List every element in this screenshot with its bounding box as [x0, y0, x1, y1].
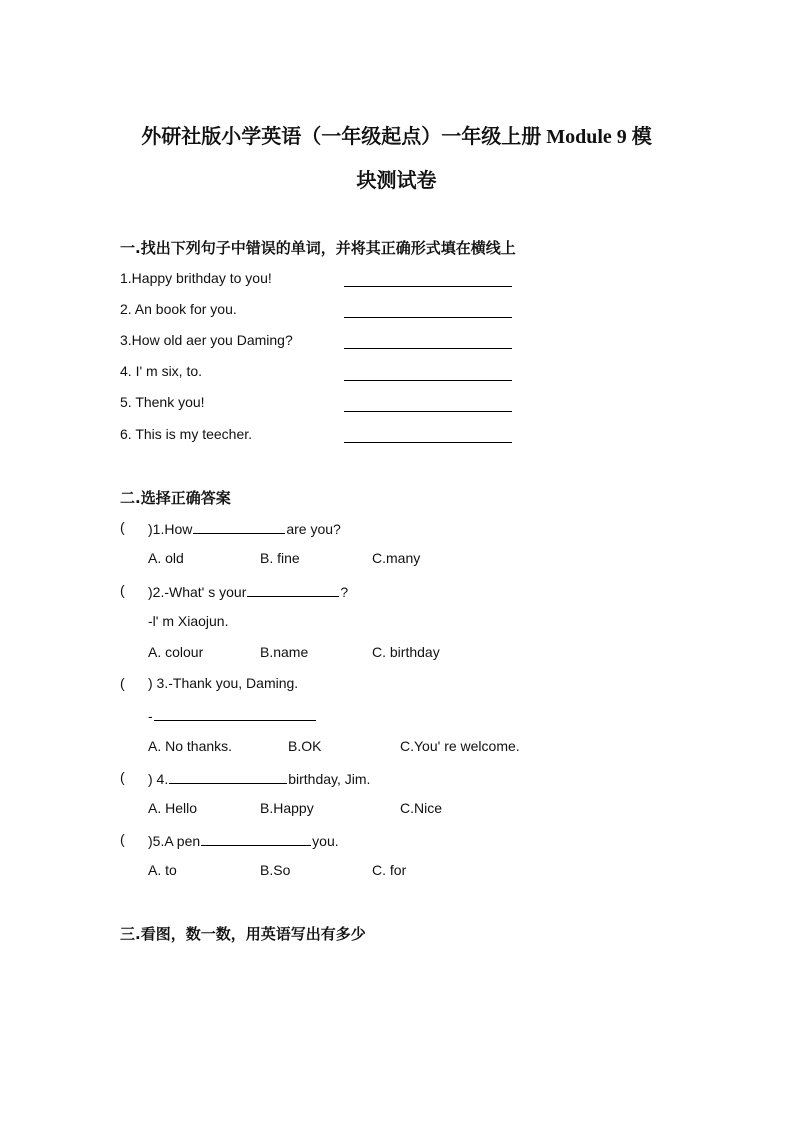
q4-stem: [148, 769, 370, 787]
q4-paren: (: [120, 769, 125, 785]
q5-paren: (: [120, 831, 125, 847]
q1-option-c: C.many: [372, 550, 421, 566]
s1-item-1: 1.Happy brithday to you!: [120, 270, 272, 286]
s1-answer-line-5[interactable]: [344, 411, 512, 412]
s1-answer-line-1[interactable]: [344, 286, 512, 287]
q4-option-c: C.Nice: [400, 800, 443, 816]
q4-option-b: B.Happy: [260, 800, 314, 816]
q3-option-c: C.You' re welcome.: [400, 738, 520, 754]
q5-option-a: A. to: [148, 862, 177, 878]
q2-paren: (: [120, 582, 125, 598]
s1-item-6: 6. This is my teecher.: [120, 426, 253, 442]
q2-option-a: A. colour: [148, 644, 204, 660]
s1-item-5: 5. Thenk you!: [120, 394, 205, 410]
q2-stem-pre: )2.-What' s your: [148, 584, 247, 600]
q4-option-a: A. Hello: [148, 800, 198, 816]
q1-option-a: A. old: [148, 550, 184, 566]
q5-stem-pre: )5.A pen: [148, 833, 201, 849]
section-1-heading: 一.找出下列句子中错误的单词，并将其正确形式填在横线上: [120, 239, 516, 257]
section-3-heading: 三.看图，数一数，用英语写出有多少: [120, 925, 366, 943]
s1-answer-line-2[interactable]: [344, 317, 512, 318]
page-title-continued: 块测试卷: [356, 170, 437, 192]
s1-item-4: 4. I' m six, to.: [120, 363, 203, 379]
q1-option-b: B. fine: [260, 550, 300, 566]
q2-stem: [148, 582, 348, 600]
q4-stem-post: birthday, Jim.: [288, 771, 371, 787]
s1-answer-line-3[interactable]: [344, 348, 512, 349]
q5-blank[interactable]: [201, 831, 311, 846]
q3-dash: -: [148, 708, 153, 724]
q3-blank[interactable]: [154, 706, 316, 721]
q2-stem-post: ?: [340, 584, 349, 600]
q3-option-b: B.OK: [288, 738, 322, 754]
q5-option-b: B.So: [260, 862, 291, 878]
q3-stem: ) 3.-Thank you, Daming.: [148, 675, 299, 691]
s1-item-2: 2. An book for you.: [120, 301, 237, 317]
q5-stem-post: you.: [312, 833, 339, 849]
q3-reply: [148, 706, 317, 724]
q1-stem-post: are you?: [286, 521, 341, 537]
q5-option-c: C. for: [372, 862, 407, 878]
q2-blank[interactable]: [247, 582, 339, 597]
s1-item-3: 3.How old aer you Daming?: [120, 332, 293, 348]
q2-option-c: C. birthday: [372, 644, 440, 660]
s1-answer-line-6[interactable]: [344, 442, 512, 443]
q1-paren: (: [120, 519, 125, 535]
q5-stem: [148, 831, 339, 849]
q3-paren: (: [120, 675, 125, 691]
q2-answer-line: -l' m Xiaojun.: [148, 613, 229, 629]
q1-blank[interactable]: [193, 519, 285, 534]
q2-option-b: B.name: [260, 644, 309, 660]
page-title: 外研社版小学英语（一年级起点）一年级上册 Module 9 模: [141, 126, 652, 148]
s1-answer-line-4[interactable]: [344, 380, 512, 381]
section-2-heading: 二.选择正确答案: [120, 489, 231, 507]
q1-stem: [148, 519, 341, 537]
q3-option-a: A. No thanks.: [148, 738, 233, 754]
q4-stem-pre: ) 4.: [148, 771, 169, 787]
q1-stem-pre: )1.How: [148, 521, 193, 537]
q4-blank[interactable]: [169, 769, 287, 784]
